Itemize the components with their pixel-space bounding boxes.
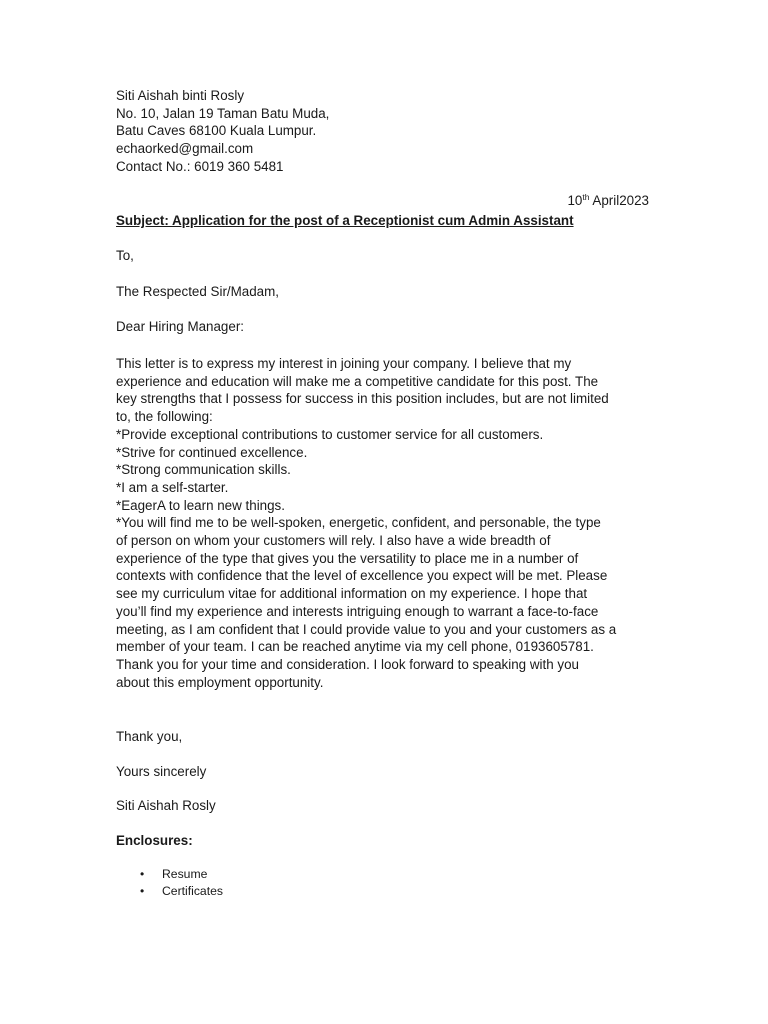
- list-item: [140, 883, 223, 900]
- bullet-icon: •: [140, 867, 145, 881]
- body-paragraph: [116, 355, 616, 691]
- sender-name: Siti Aishah binti Rosly: [116, 88, 245, 103]
- body-line: This letter is to express my interest in joining your company. I believe that my: [116, 356, 572, 371]
- sender-contact: Contact No.: 6019 360 5481: [116, 158, 284, 174]
- body-line: meeting, as I am confident that I could provide value to you and your customers as a: [116, 621, 617, 637]
- enclosures-heading: Enclosures:: [116, 833, 193, 848]
- sender-block: [116, 87, 329, 176]
- body-line: *Provide exceptional contributions to customer service for all customers.: [116, 426, 544, 442]
- body-line: of person on whom your customers will rely. I also have a wide breadth of: [116, 533, 551, 549]
- body-line: experience and education will make me a competitive candidate for this post. The: [116, 373, 599, 389]
- letter-date: [567, 193, 649, 208]
- signature-name: Siti Aishah Rosly: [116, 798, 216, 813]
- body-line: *Strong communication skills.: [116, 462, 291, 478]
- salutation-line: Dear Hiring Manager:: [116, 319, 245, 334]
- list-item: [140, 866, 223, 883]
- date-rest: April2023: [589, 193, 649, 208]
- body-line: *Strive for continued excellence.: [116, 444, 308, 460]
- body-line: *I am a self-starter.: [116, 479, 229, 495]
- body-line: contexts with confidence that the level of excellence you expect will be met. Please: [116, 568, 608, 584]
- enclosures-list: [140, 866, 223, 899]
- sender-email: echaorked@gmail.com: [116, 141, 254, 157]
- body-line: about this employment opportunity.: [116, 674, 324, 690]
- body-line: key strengths that I possess for success in this position includes, but are not limited: [116, 391, 609, 407]
- body-line: *You will find me to be well-spoken, energetic, confident, and personable, the type: [116, 515, 601, 531]
- enclosure-resume: Resume: [162, 867, 208, 881]
- closing-thanks: Thank you,: [116, 729, 183, 744]
- date-suffix: th: [582, 192, 590, 202]
- bullet-icon: •: [140, 883, 145, 898]
- sender-address-line-2: Batu Caves 68100 Kuala Lumpur.: [116, 123, 317, 139]
- body-line: see my curriculum vitae for additional information on my experience. I hope that: [116, 586, 588, 602]
- body-line: *EagerA to learn new things.: [116, 497, 285, 513]
- recipient-line: The Respected Sir/Madam,: [116, 284, 279, 299]
- closing-sign-off: Yours sincerely: [116, 764, 207, 779]
- body-line: member of your team. I can be reached anytime via my cell phone, 0193605781.: [116, 639, 594, 655]
- date-day: 10: [567, 193, 583, 208]
- body-line: to, the following:: [116, 409, 213, 425]
- body-line: you’ll find my experience and interests intriguing enough to warrant a face-to-face: [116, 603, 599, 619]
- enclosure-certificates: Certificates: [162, 883, 223, 898]
- to-line: To,: [116, 248, 134, 263]
- subject-line: Subject: Application for the post of a Receptionist cum Admin Assistant: [116, 213, 574, 228]
- sender-address-line-1: No. 10, Jalan 19 Taman Batu Muda,: [116, 105, 330, 121]
- body-line: Thank you for your time and consideration. I look forward to speaking with you: [116, 656, 579, 672]
- body-line: experience of the type that gives you the versatility to place me in a number of: [116, 550, 579, 566]
